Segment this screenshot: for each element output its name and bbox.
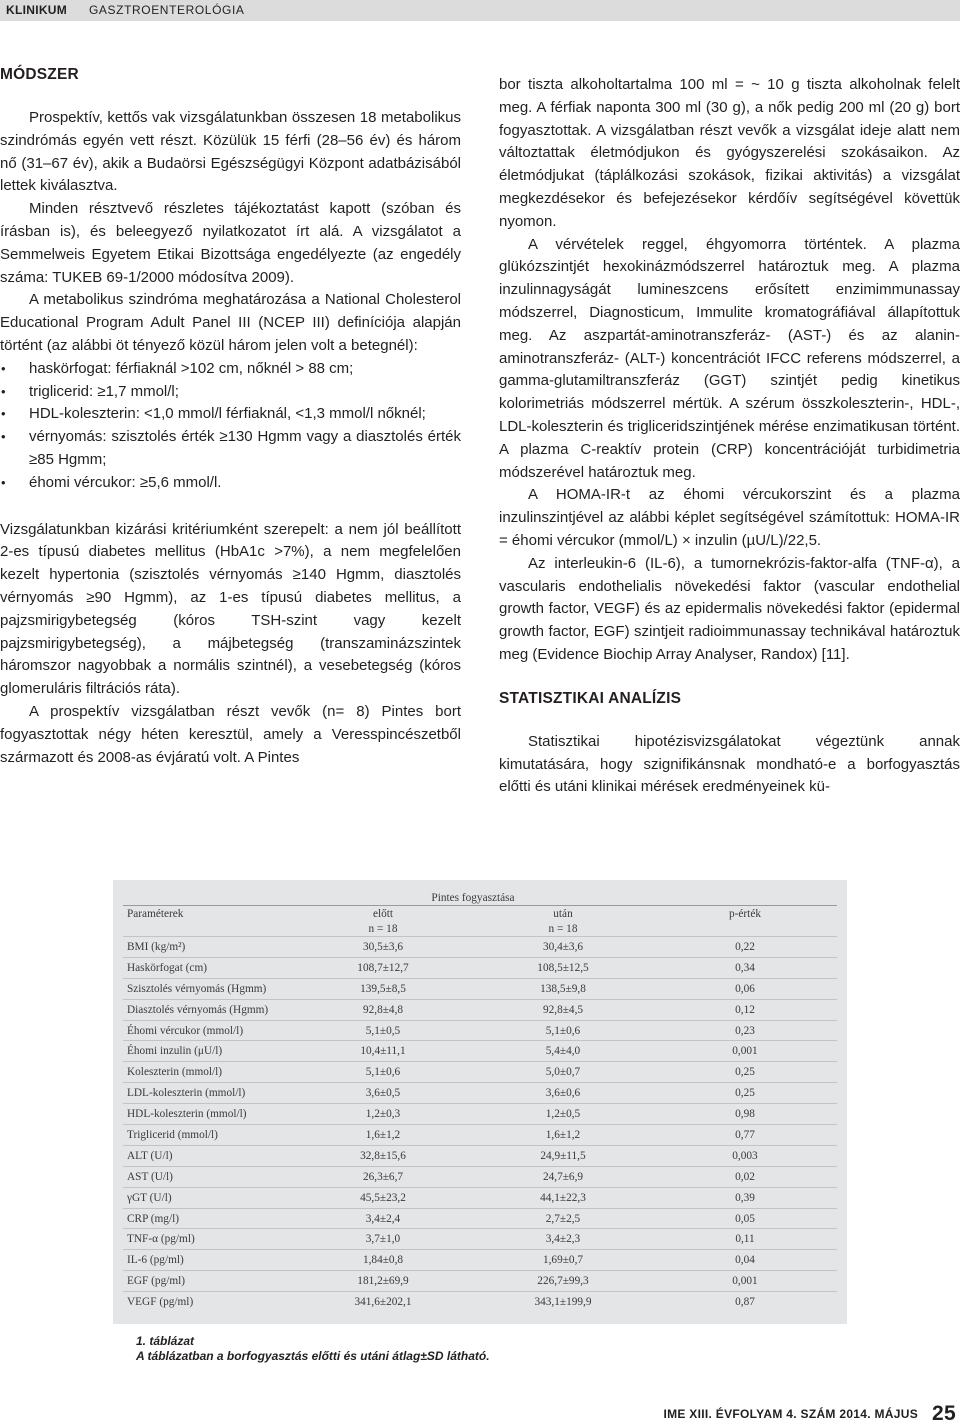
row-before: 45,5±23,2 xyxy=(360,1191,406,1204)
paragraph: Minden résztvevő részletes tájékoztatást kapott (szóban és írásban is), és beleegyező nyilatkozatot írt alá. A vizsgálatot a Semmelweis Egyetem Etikai Bizottsága engedélyezte (az engedély száma: TUKEB 69-1/2000 módosítva 2009). xyxy=(0,200,461,286)
table-row xyxy=(123,1187,837,1208)
row-before: 3,6±0,5 xyxy=(365,1087,401,1100)
row-parameter: Szisztolés vérnyomás (Hgmm) xyxy=(127,982,267,995)
row-parameter: γGT (U/l) xyxy=(127,1191,172,1204)
row-parameter: CRP (mg/l) xyxy=(127,1212,179,1225)
table-row xyxy=(123,978,837,999)
caption-text: A táblázatban a borfogyasztás előtti és utáni átlag±SD látható. xyxy=(136,1349,490,1363)
list-item: • éhomi vércukor: ≥5,6 mmol/l. xyxy=(0,472,461,495)
row-parameter: Triglicerid (mmol/l) xyxy=(127,1128,218,1141)
header-after: után xyxy=(553,907,573,920)
row-before: 92,8±4,8 xyxy=(362,1003,404,1016)
row-before: 1,84±0,8 xyxy=(362,1254,404,1267)
table-caption xyxy=(136,1334,490,1364)
row-after: 2,7±2,5 xyxy=(545,1212,581,1225)
table-row xyxy=(123,1104,837,1125)
row-parameter: VEGF (pg/ml) xyxy=(127,1296,194,1309)
row-p-value: 0,04 xyxy=(735,1254,755,1267)
row-after: 1,69±0,7 xyxy=(542,1254,584,1267)
row-after: 3,6±0,6 xyxy=(545,1087,581,1100)
row-after: 5,1±0,6 xyxy=(545,1024,581,1037)
row-before: 108,7±12,7 xyxy=(357,961,409,974)
row-after: 5,0±0,7 xyxy=(545,1066,581,1079)
row-before: 3,7±1,0 xyxy=(365,1233,401,1246)
table-row xyxy=(123,1041,837,1062)
row-after: 226,7±99,3 xyxy=(537,1275,589,1288)
paragraph: A vérvételek reggel, éhgyomorra történtek. A plazma glükózszintjét hexokinázmódszerrel határoztuk meg. A plazma inzulinnagyságát lumineszcens erősített enzimimmunassay módszerrel, Diagnosticum, Immulite kromatográfiával állapítottuk meg. Az aszpartát-aminotranszferáz- (AST-) és az alanin-aminotranszferáz- (ALT-) koncentrációt IFCC referens módszerrel, a gamma-glutamiltranszferáz (GGT) szintjét pedig kinetikus kolorimetriás módszerrel mértük. A szérum összkoleszterin-, HDL-, LDL-koleszterin és trigliceridszintjének mérése enzimatikusan történt. A plazma C-reaktív protein (CRP) koncentrációját turbidimetria módszerével határoztuk meg. xyxy=(499,235,960,481)
left-column xyxy=(0,66,461,769)
row-before: 1,2±0,3 xyxy=(365,1108,401,1121)
table-row xyxy=(123,1062,837,1083)
list-item: • haskörfogat: férfiaknál >102 cm, nőknél > 88 cm; xyxy=(0,358,461,381)
row-before: 32,8±15,6 xyxy=(360,1149,406,1162)
header-before-n: n = 18 xyxy=(368,922,398,935)
row-p-value: 0,39 xyxy=(735,1191,755,1204)
paragraph: Vizsgálatunkban kizárási kritériumként szerepelt: a nem jól beállított 2-es típusú diabetes mellitus (HbA1c >7%), a nem megfelelően kezelt hypertonia (szisztolés vérnyomás ≥140 Hgmm, diasztolés vérnyomás ≥90 Hgmm), az 1-es típusú diabetes mellitus, a pajzsmirigybetegség (kóros TSH-szint vagy kezelt pajzsmirigybetegség), a májbetegség (transzaminázszintek háromszor nagyobbak a normális szintnél), a vesebetegség (kóros glomeruláris filtrációs ráta). xyxy=(0,520,461,698)
row-after: 1,2±0,5 xyxy=(545,1108,581,1121)
row-after: 3,4±2,3 xyxy=(545,1233,581,1246)
row-parameter: Koleszterin (mmol/l) xyxy=(127,1066,223,1079)
row-after: 44,1±22,3 xyxy=(540,1191,586,1204)
paragraph: Az interleukin-6 (IL-6), a tumornekrózis-faktor-alfa (TNF-α), a vascularis endothelialis növekedési faktor (vascular endothelial growth factor, VEGF) és az epidermalis növekedési faktor (epidermal growth factor, EGF) szintjeit radioimmunassay technikával határoztuk meg (Evidence Biochip Array Analyser, Randox) [11]. xyxy=(499,554,960,663)
list-item: • triglicerid: ≥1,7 mmol/l; xyxy=(0,381,461,404)
header-before: előtt xyxy=(372,907,394,920)
row-p-value: 0,77 xyxy=(735,1128,755,1141)
paragraph: A HOMA-IR-t az éhomi vércukorszint és a plazma inzulinszintjével az alábbi képlet segítségével számítottuk: HOMA-IR = éhomi vércukor (mmol/L) × inzulin (µU/L)/22,5. xyxy=(499,486,960,549)
row-after: 138,5±9,8 xyxy=(540,982,586,995)
group-header: Pintes fogyasztása xyxy=(293,890,653,906)
row-p-value: 0,34 xyxy=(735,961,755,974)
row-p-value: 0,25 xyxy=(735,1087,755,1100)
list-item: • vérnyomás: szisztolés érték ≥130 Hgmm vagy a diasztolés érték ≥85 Hgmm; xyxy=(0,426,461,472)
section-heading-methods: MÓDSZER xyxy=(0,66,79,83)
row-before: 5,1±0,6 xyxy=(365,1066,401,1079)
row-before: 3,4±2,4 xyxy=(365,1212,401,1225)
row-p-value: 0,003 xyxy=(732,1149,758,1162)
row-before: 5,1±0,5 xyxy=(365,1024,401,1037)
table-row xyxy=(123,1292,837,1312)
row-parameter: Diasztolés vérnyomás (Hgmm) xyxy=(127,1003,269,1016)
row-parameter: LDL-koleszterin (mmol/l) xyxy=(127,1087,246,1100)
row-parameter: EGF (pg/ml) xyxy=(127,1275,186,1288)
row-p-value: 0,05 xyxy=(735,1212,755,1225)
row-parameter: Haskörfogat (cm) xyxy=(127,961,207,974)
section-heading-statistics: STATISZTIKAI ANALÍZIS xyxy=(499,689,682,707)
row-p-value: 0,001 xyxy=(732,1275,758,1288)
row-after: 30,4±3,6 xyxy=(542,940,584,953)
row-before: 10,4±11,1 xyxy=(360,1045,406,1058)
row-parameter: Éhomi vércukor (mmol/l) xyxy=(127,1024,244,1037)
results-table xyxy=(123,890,837,1312)
row-before: 30,5±3,6 xyxy=(362,940,404,953)
table-row xyxy=(123,999,837,1020)
table-row xyxy=(123,1271,837,1292)
row-p-value: 0,25 xyxy=(735,1066,755,1079)
paragraph: A metabolikus szindróma meghatározása a National Cholesterol Educational Program Adult Panel III (NCEP III) definíciója alapján történt (az alábbi öt tényező közül három jelen volt a betegnél): xyxy=(0,291,461,354)
table-body xyxy=(123,937,837,1313)
running-header xyxy=(0,0,960,21)
row-after: 1,6±1,2 xyxy=(545,1128,581,1141)
row-parameter: TNF-α (pg/ml) xyxy=(127,1233,195,1246)
page-number: 25 xyxy=(932,1402,956,1425)
row-p-value: 0,02 xyxy=(735,1170,755,1183)
row-p-value: 0,98 xyxy=(735,1108,755,1121)
row-after: 108,5±12,5 xyxy=(537,961,589,974)
caption-label: 1. táblázat xyxy=(136,1334,195,1348)
paragraph: Statisztikai hipotézisvizsgálatokat végeztünk annak kimutatására, hogy szignifikánsnak mondható-e a borfogyasztás előtti és utáni klinikai mérések eredményeinek kü- xyxy=(499,732,960,796)
header-after-n: n = 18 xyxy=(548,922,578,935)
row-p-value: 0,11 xyxy=(735,1233,755,1246)
row-parameter: Éhomi inzulin (μU/l) xyxy=(127,1045,223,1058)
row-before: 341,6±202,1 xyxy=(354,1296,412,1309)
row-p-value: 0,87 xyxy=(735,1296,755,1309)
row-after: 343,1±199,9 xyxy=(534,1296,592,1309)
row-after: 5,4±4,0 xyxy=(545,1045,581,1058)
criteria-list xyxy=(0,358,461,495)
right-column xyxy=(499,74,960,799)
header-parameters: Paraméterek xyxy=(127,907,184,920)
paragraph: A prospektív vizsgálatban részt vevők (n= 8) Pintes bort fogyasztottak négy héten keresztül, amely a Veresspincészetből származott és 2008-as évjáratú volt. A Pintes xyxy=(0,702,461,766)
row-before: 139,5±8,5 xyxy=(360,982,406,995)
row-p-value: 0,001 xyxy=(732,1045,758,1058)
header-subcategory: GASZTROENTEROLÓGIA xyxy=(89,3,245,17)
row-parameter: HDL-koleszterin (mmol/l) xyxy=(127,1108,247,1121)
table-row xyxy=(123,937,837,958)
list-item: • HDL-koleszterin: <1,0 mmol/l férfiaknál, <1,3 mmol/l nőknél; xyxy=(0,403,461,426)
row-p-value: 0,22 xyxy=(735,940,755,953)
header-category: KLINIKUM xyxy=(6,3,68,17)
row-p-value: 0,06 xyxy=(735,982,755,995)
row-parameter: AST (U/l) xyxy=(127,1170,173,1183)
row-parameter: IL-6 (pg/ml) xyxy=(127,1254,184,1267)
row-after: 92,8±4,5 xyxy=(542,1003,584,1016)
journal-issue: IME XIII. ÉVFOLYAM 4. SZÁM 2014. MÁJUS xyxy=(663,1407,919,1421)
header-p-value: p-érték xyxy=(729,907,761,920)
page-footer xyxy=(663,1402,956,1426)
table-row xyxy=(123,1020,837,1041)
row-parameter: BMI (kg/m²) xyxy=(127,940,186,953)
row-p-value: 0,23 xyxy=(735,1024,755,1037)
table-row xyxy=(123,1166,837,1187)
results-table-panel xyxy=(113,880,847,1324)
table-row xyxy=(123,1250,837,1271)
table-row xyxy=(123,1229,837,1250)
paragraph: bor tiszta alkoholtartalma 100 ml = ~ 10 g tiszta alkoholnak felelt meg. A férfiak naponta 300 ml (30 g), a nők pedig 200 ml (20 g) bort fogyasztottak. A vizsgálatban részt vevők a vizsgálat ideje alatt nem változtattak életmódjukon és gyógyszerelési szokásaikon. Az életmódjukat (táplálkozási szokások, fizikai aktivitás) a vizsgálat megkezdésekor és befejezésekor kérdőív segítségével követtük nyomon. xyxy=(499,76,960,230)
row-p-value: 0,12 xyxy=(735,1003,755,1016)
table-row xyxy=(123,1083,837,1104)
row-before: 26,3±6,7 xyxy=(362,1170,404,1183)
row-parameter: ALT (U/l) xyxy=(127,1149,173,1162)
row-before: 181,2±69,9 xyxy=(357,1275,409,1288)
table-row xyxy=(123,957,837,978)
table-row xyxy=(123,1208,837,1229)
row-after: 24,9±11,5 xyxy=(540,1149,586,1162)
row-before: 1,6±1,2 xyxy=(365,1128,401,1141)
paragraph: Prospektív, kettős vak vizsgálatunkban összesen 18 metabolikus szindrómás egyén vett részt. Közülük 15 férfi (28–56 év) és három nő (31–67 év), akik a Budaörsi Egészségügyi Központ adatbázisából lettek kiválasztva. xyxy=(0,109,461,195)
row-after: 24,7±6,9 xyxy=(542,1170,584,1183)
table-row xyxy=(123,1125,837,1146)
table-row xyxy=(123,1145,837,1166)
